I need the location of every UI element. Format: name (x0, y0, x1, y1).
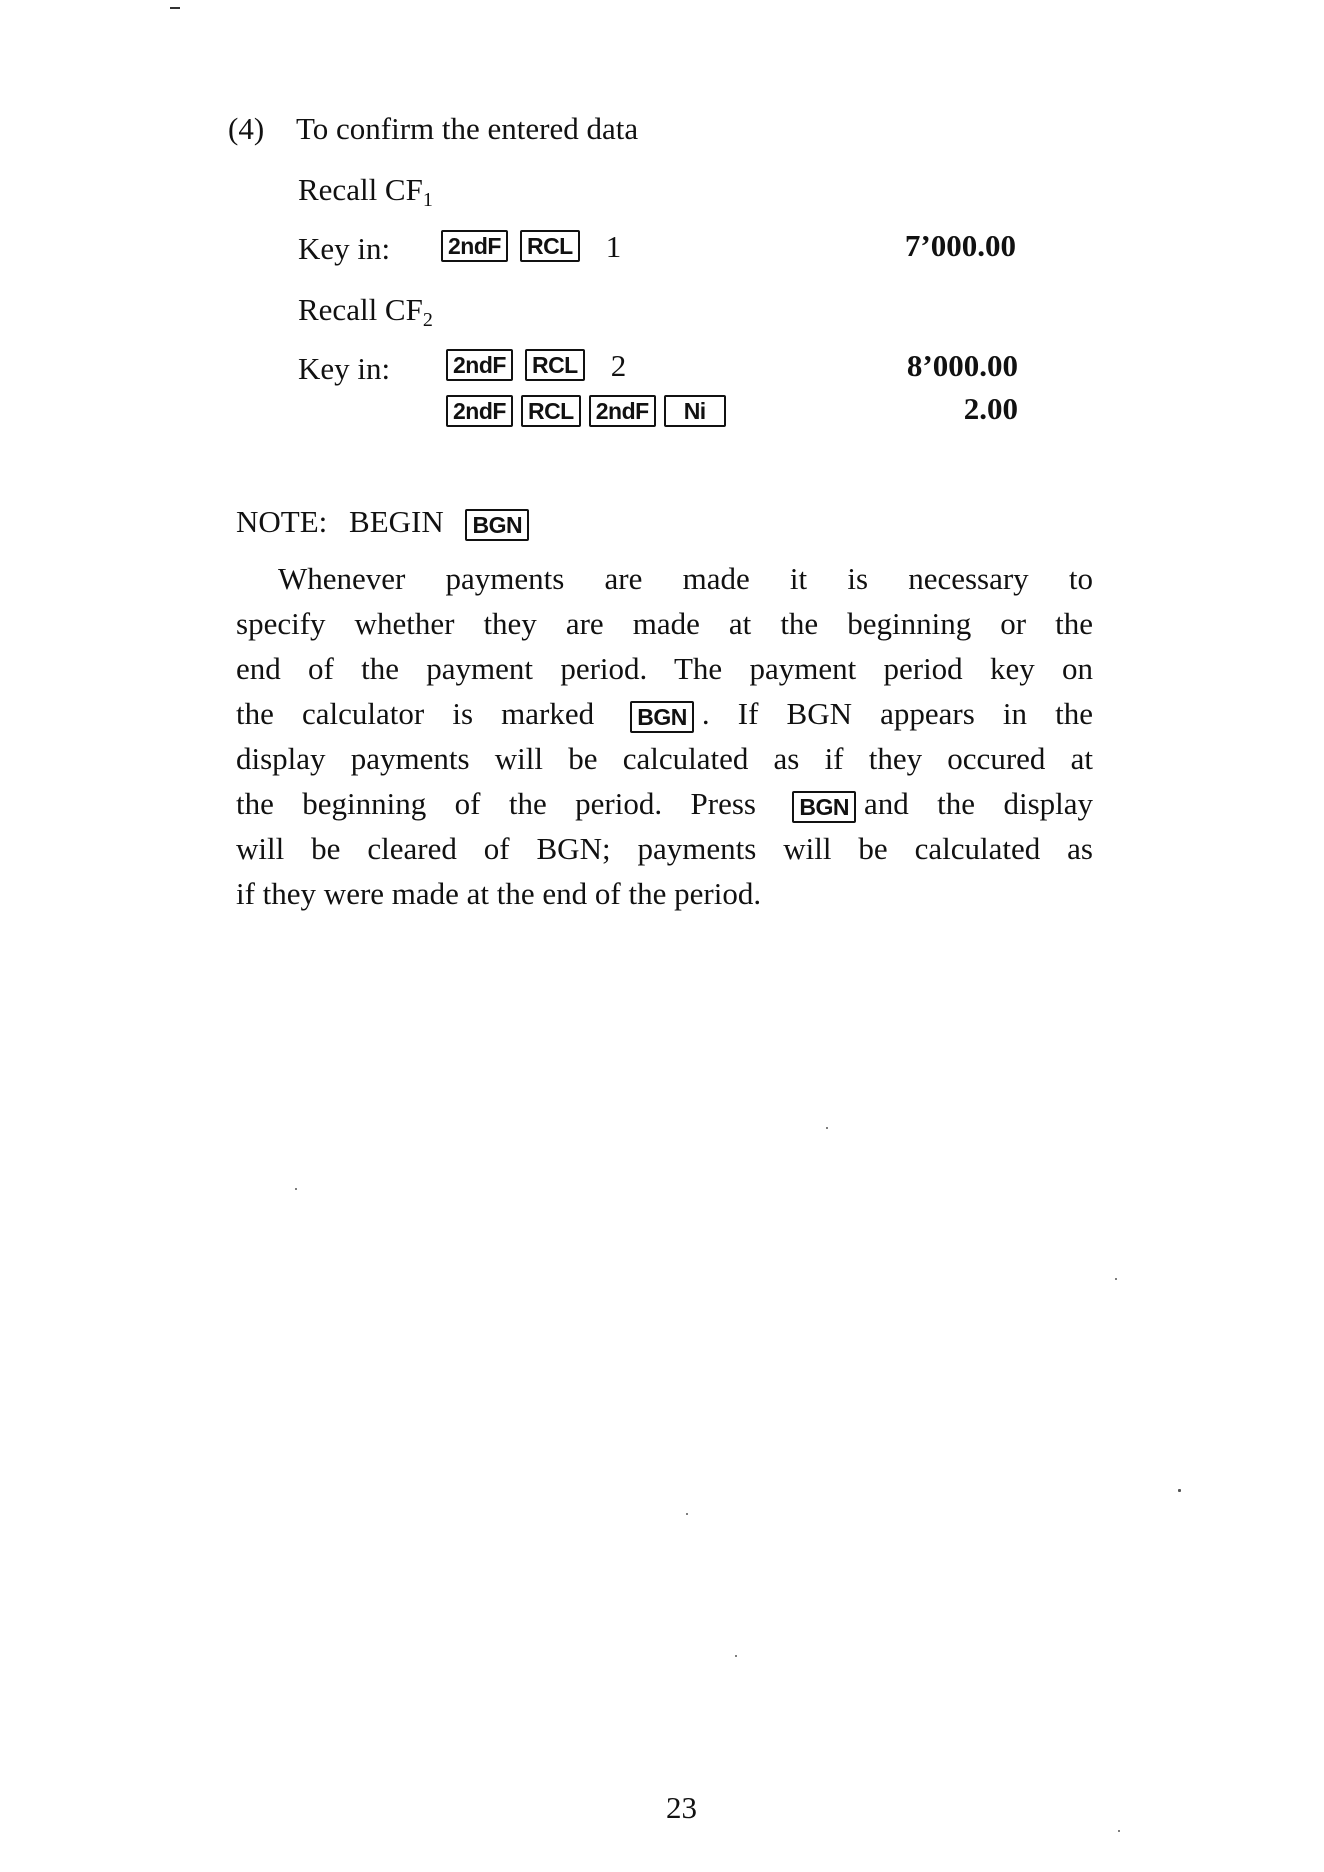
key-sequence-3 (446, 395, 738, 427)
scan-speck (826, 1127, 828, 1129)
paragraph-line: display payments will be calculated as if they occured at (236, 741, 1093, 776)
section-number: (4) (228, 111, 265, 146)
key-rcl: RCL (521, 395, 581, 427)
recall-subscript: 1 (422, 189, 433, 211)
note-paragraph (236, 556, 1093, 916)
key-sequence-1 (441, 230, 621, 262)
key-bgn: BGN (792, 791, 856, 823)
page-number: 23 (666, 1790, 697, 1825)
key-sequence-2 (446, 349, 626, 381)
text-run: the beginning of the period. Press (236, 786, 756, 821)
recall-cf1-label (298, 172, 433, 211)
paragraph-line: end of the payment period. The payment period key on (236, 651, 1093, 686)
paragraph-line (236, 691, 1093, 736)
text-run: . If BGN appears in the (701, 696, 1094, 731)
scan-speck (686, 1513, 688, 1515)
key-arg: 1 (605, 228, 622, 264)
key-2ndf: 2ndF (589, 395, 656, 427)
recall-subscript: 2 (422, 309, 433, 331)
display-value-ni: 2.00 (963, 391, 1018, 426)
display-value-cf1: 7’000.00 (904, 228, 1016, 263)
key-rcl: RCL (520, 230, 580, 262)
key-in-label: Key in: (298, 351, 391, 386)
paragraph-line: if they were made at the end of the period. (236, 876, 762, 911)
paragraph-line: will be cleared of BGN; payments will be calculated as (236, 831, 1093, 866)
scan-speck (735, 1655, 737, 1657)
scan-speck (295, 1188, 297, 1190)
section-title: To confirm the entered data (296, 111, 639, 146)
key-2ndf: 2ndF (446, 395, 513, 427)
key-2ndf: 2ndF (446, 349, 513, 381)
key-arg: 2 (610, 347, 627, 383)
display-value-cf2: 8’000.00 (906, 348, 1018, 383)
paragraph-line: specify whether they are made at the beginning or the (236, 606, 1093, 641)
note-label: NOTE: (236, 504, 328, 539)
key-ni: Ni (664, 395, 726, 427)
paragraph-line (236, 781, 1093, 826)
key-2ndf: 2ndF (441, 230, 508, 262)
key-bgn: BGN (465, 509, 529, 541)
key-bgn: BGN (630, 701, 694, 733)
scan-speck (1118, 1830, 1120, 1832)
scan-speck (1115, 1278, 1117, 1280)
scan-speck (1178, 1489, 1181, 1492)
key-in-label: Key in: (298, 231, 391, 266)
note-heading (236, 506, 541, 541)
paragraph-line: Whenever payments are made it is necessary to (278, 561, 1093, 596)
key-rcl: RCL (525, 349, 585, 381)
recall-text: Recall CF (298, 172, 423, 207)
note-title: BEGIN (349, 504, 444, 539)
scan-mark (170, 7, 180, 9)
text-run: and the display (864, 786, 1094, 821)
recall-cf2-label (298, 292, 433, 331)
recall-text: Recall CF (298, 292, 423, 327)
text-run: the calculator is marked (236, 696, 595, 731)
